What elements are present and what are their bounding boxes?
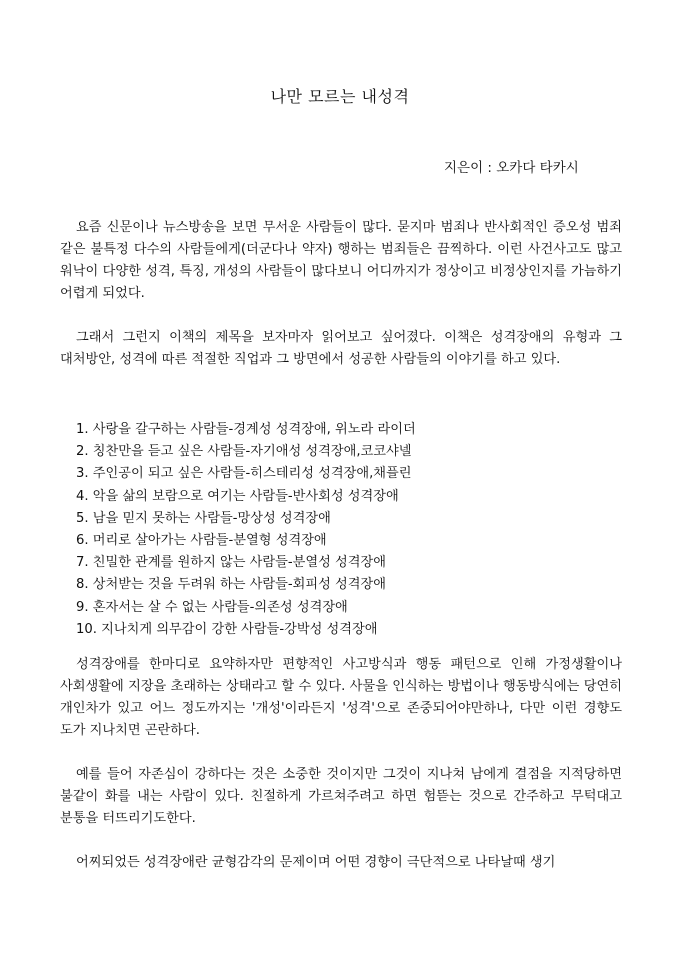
personality-disorder-list — [76, 419, 416, 641]
conclusion-paragraph: 어찌되었든 성격장애란 균형감각의 문제이며 어떤 경향이 극단적으로 나타날때 생기 — [76, 855, 556, 870]
list-item: 3. 주인공이 되고 싶은 사람들-히스테리성 성격장애,채플린 — [76, 466, 412, 482]
author-line: 지은이 : 오카다 타카시 — [444, 160, 579, 176]
list-item: 2. 칭찬만을 듣고 싶은 사람들-자기애성 성격장애,코코샤넬 — [76, 444, 412, 460]
list-item: 5. 남을 믿지 못하는 사람들-망상성 성격장애 — [76, 510, 331, 526]
list-item: 7. 친밀한 관계를 원하지 않는 사람들-분열성 성격장애 — [76, 555, 387, 571]
intro-paragraph: 요즘 신문이나 뉴스방송을 보면 무서운 사람들이 많다. 묻지마 범죄나 반사회적인 증오성 범죄 같은 불특정 다수의 사람들에게(더군다나 약자) 행하는 범죄들은 끔찍하다. 이런 사건사고도 많고 워낙이 다양한 성격, 특징, 개성의 사람들이 많다보니 어디까지가 정상이고 비정상인지를 가늠하기 어렵게 되었다. — [60, 220, 622, 301]
definition-paragraph: 성격장애를 한마디로 요약하자만 편향적인 사고방식과 행동 패턴으로 인해 가정생활이나 사회생활에 지장을 초래하는 상태라고 할 수 있다. 사물을 인식하는 방법이나 행동방식에는 당연히 개인차가 있고 어느 정도까지는 '개성'이라든지 '성격'으로 존중되어야만하나, 다만 이런 경향도 도가 지나치면 곤란하다. — [60, 657, 622, 738]
document-title: 나만 모르는 내성격 — [270, 87, 410, 106]
list-item: 1. 사랑을 갈구하는 사람들-경계성 성격장애, 위노라 라이더 — [76, 422, 416, 437]
list-item: 10. 지나치게 의무감이 강한 사람들-강박성 성격장애 — [76, 621, 378, 637]
list-item: 6. 머리로 살아가는 사람들-분열형 성격장애 — [76, 533, 327, 549]
book-summary-paragraph: 그래서 그런지 이책의 제목을 보자마자 읽어보고 싶어졌다. 이책은 성격장애의 유형과 그 대처방안, 성격에 따른 적절한 직업과 그 방면에서 성공한 사람들의 이야기를 하고 있다. — [60, 330, 622, 367]
list-item: 9. 혼자서는 살 수 없는 사람들-의존성 성격장애 — [76, 599, 348, 615]
example-paragraph: 예를 들어 자존심이 강하다는 것은 소중한 것이지만 그것이 지나쳐 남에게 결점을 지적당하면 불같이 화를 내는 사람이 있다. 친절하게 가르쳐주려고 하면 험뜯는 것으로 간주하고 무턱대고 분통을 터뜨리기도한다. — [60, 767, 622, 826]
list-item: 8. 상처받는 것을 두려워 하는 사람들-회피성 성격장애 — [76, 577, 387, 593]
list-item: 4. 악을 삶의 보람으로 여기는 사람들-반사회성 성격장애 — [76, 488, 399, 504]
